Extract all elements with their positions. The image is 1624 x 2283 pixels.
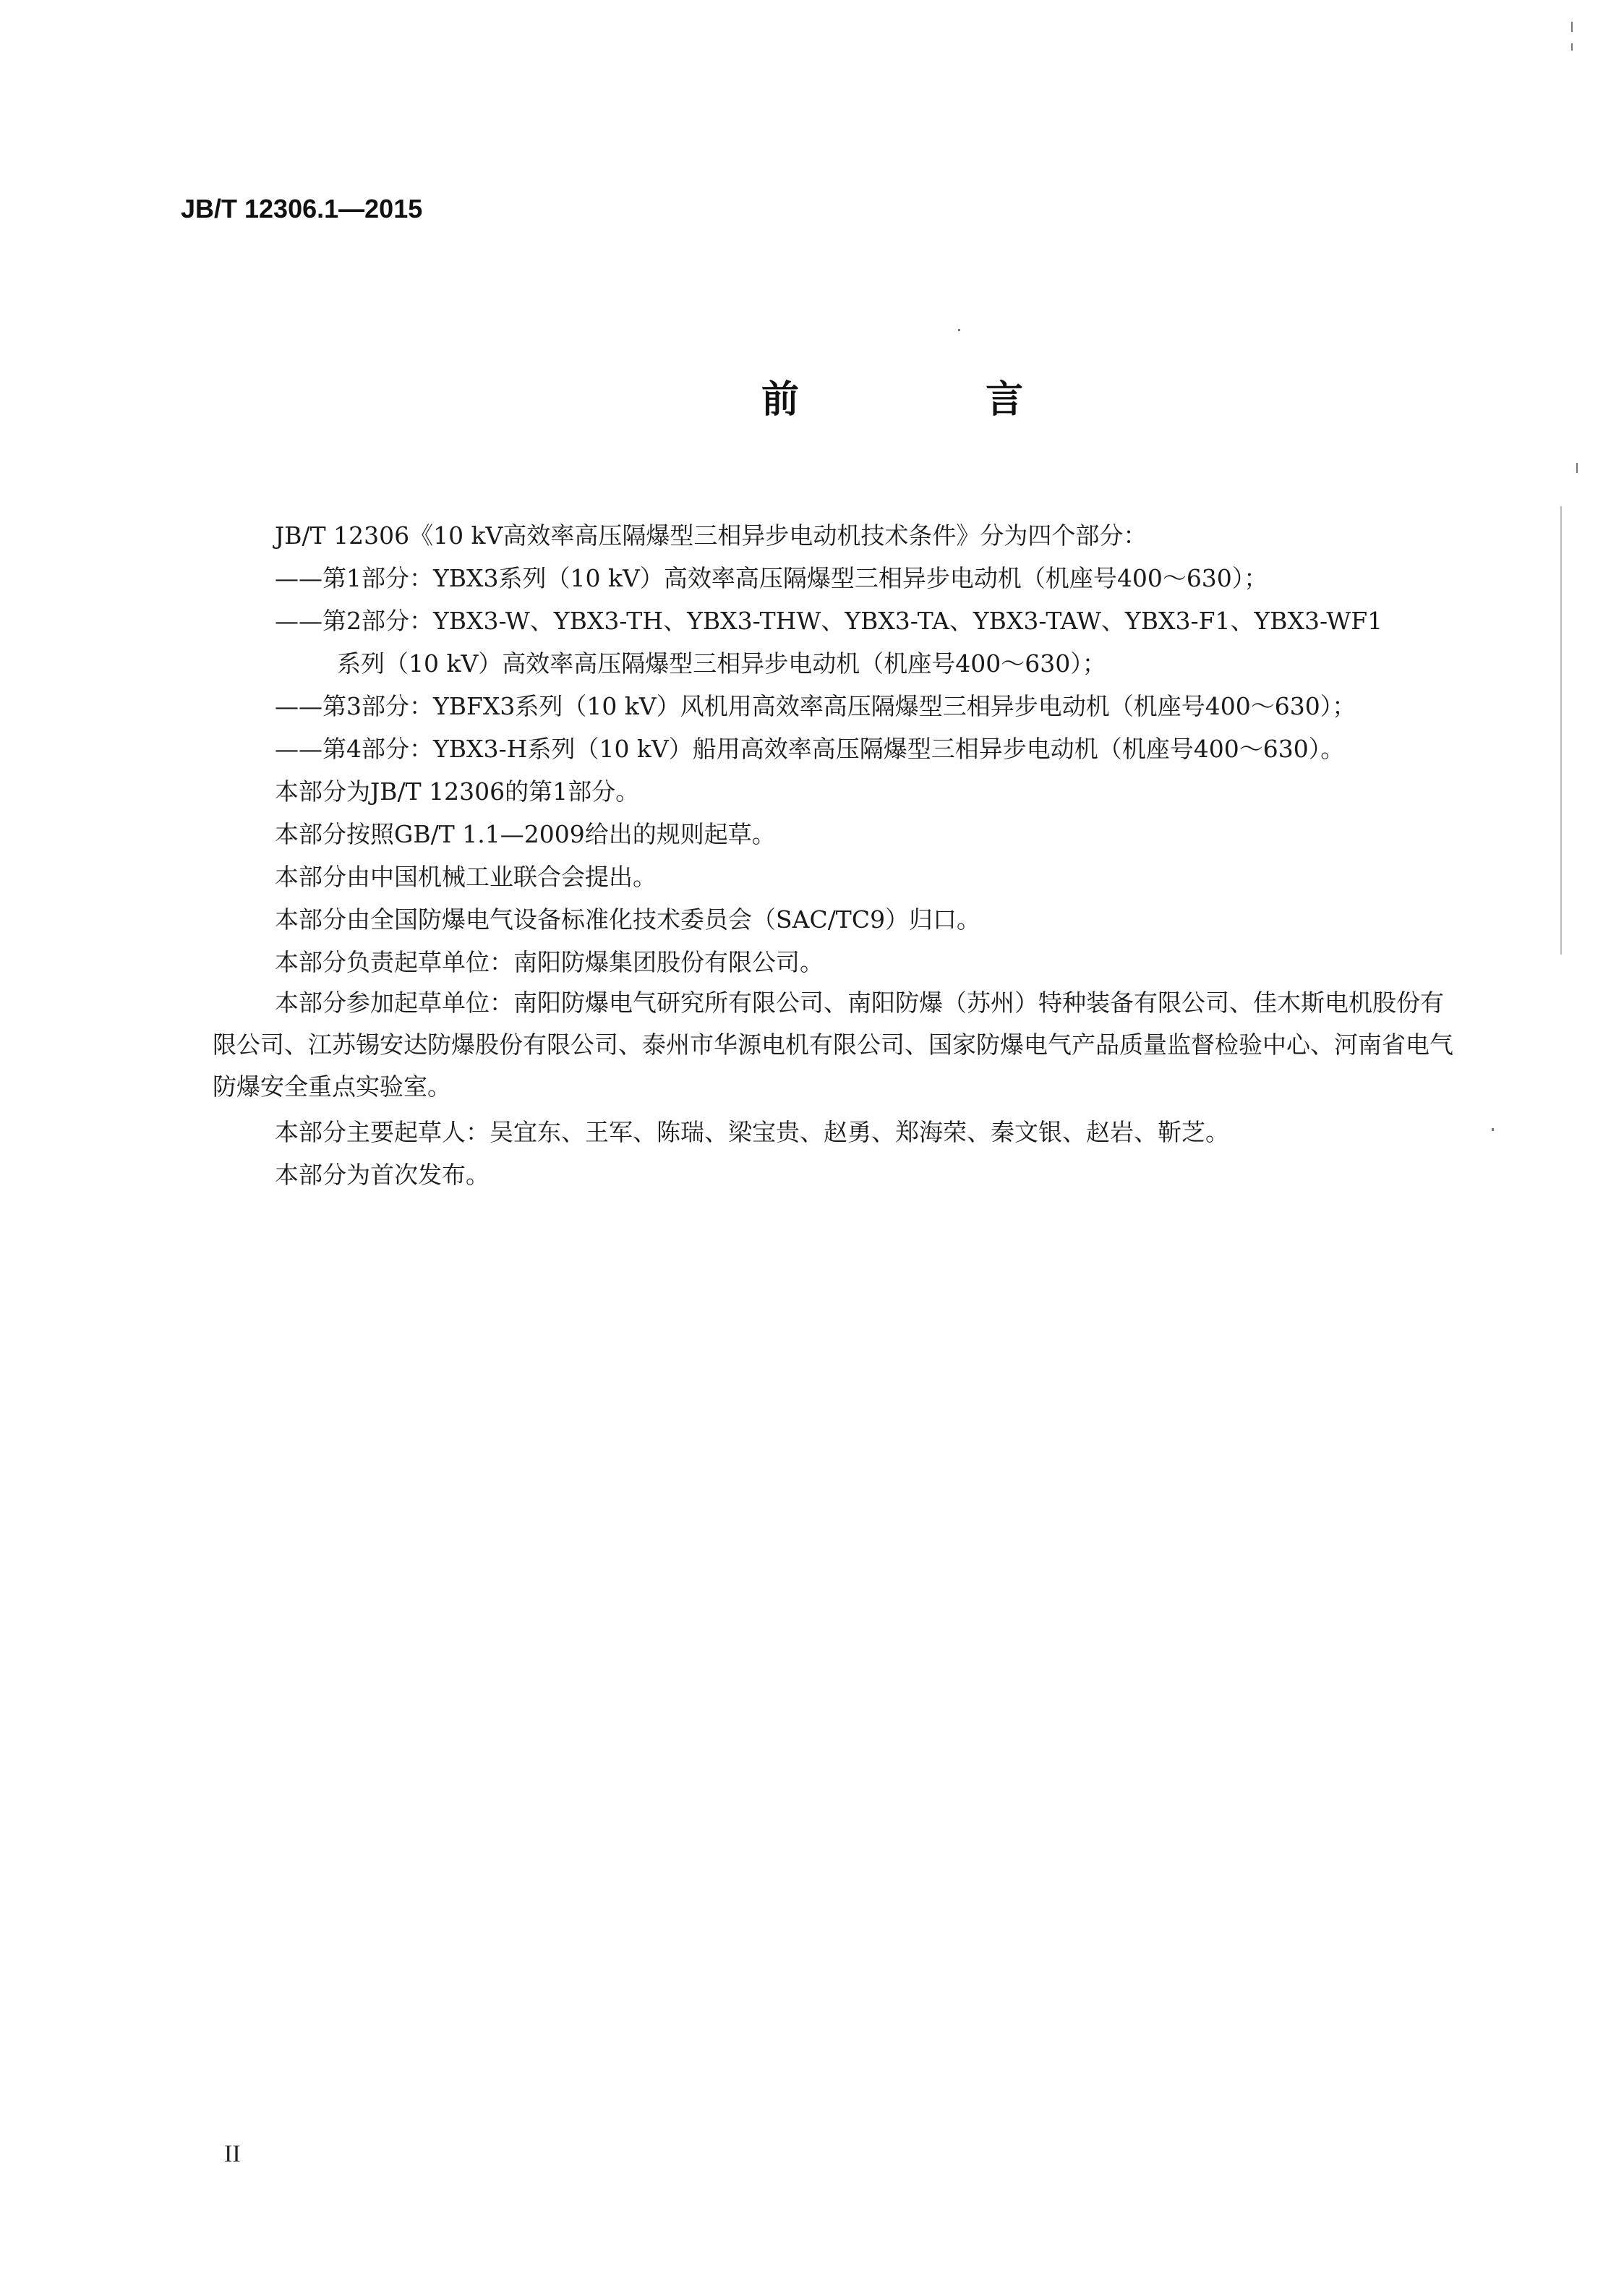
intro-line: JB/T 12306《10 kV高效率高压隔爆型三相异步电动机技术条件》分为四个部分： bbox=[275, 521, 1148, 550]
part-2: ——第2部分：YBX3-W、YBX3-TH、YBX3-THW、YBX3-TA、YBX3-TAW、YBX3-F1、YBX3-WF1 bbox=[275, 607, 1383, 635]
part-2-continued: 系列（10 kV）高效率高压隔爆型三相异步电动机（机座号400～630）； bbox=[337, 649, 1106, 678]
part-of-statement: 本部分为JB/T 12306的第1部分。 bbox=[275, 777, 640, 806]
centralized-by-statement: 本部分由全国防爆电气设备标准化技术委员会（SAC/TC9）归口。 bbox=[275, 905, 981, 934]
proposed-by-statement: 本部分由中国机械工业联合会提出。 bbox=[275, 863, 657, 891]
scan-edge-line bbox=[1560, 506, 1562, 955]
main-drafters-statement: 本部分主要起草人：吴宜东、王军、陈瑞、梁宝贵、赵勇、郑海荣、秦文银、赵岩、靳芝。 bbox=[275, 1118, 1229, 1146]
page-title: 前 言 bbox=[761, 378, 1111, 422]
standard-code: JB/T 12306.1—2015 bbox=[181, 194, 423, 223]
part-3: ——第3部分：YBFX3系列（10 kV）风机用高效率高压隔爆型三相异步电动机（机座号400～630）； bbox=[275, 692, 1356, 720]
scan-speck bbox=[1571, 43, 1573, 51]
drafting-rules-statement: 本部分按照GB/T 1.1—2009给出的规则起草。 bbox=[275, 820, 776, 848]
page-number: II bbox=[224, 2141, 241, 2167]
part-4: ——第4部分：YBX3-H系列（10 kV）船用高效率高压隔爆型三相异步电动机（机座号400～630）。 bbox=[275, 735, 1345, 763]
scan-speck bbox=[1571, 22, 1573, 32]
participating-drafters-statement: 本部分参加起草单位：南阳防爆电气研究所有限公司、南阳防爆（苏州）特种装备有限公司、佳木斯电机股份有限公司、江苏锡安达防爆股份有限公司、泰州市华源电机有限公司、国家防爆电气产品质量监督检验中心、河南省电气防爆安全重点实验室。 bbox=[213, 989, 1453, 1101]
lead-drafter-statement: 本部分负责起草单位：南阳防爆集团股份有限公司。 bbox=[275, 948, 824, 976]
first-release-statement: 本部分为首次发布。 bbox=[275, 1161, 490, 1189]
scan-speck bbox=[1492, 1128, 1494, 1131]
part-1: ——第1部分：YBX3系列（10 kV）高效率高压隔爆型三相异步电动机（机座号400～630）； bbox=[275, 564, 1268, 592]
scan-speck bbox=[1576, 463, 1578, 473]
scan-speck bbox=[958, 329, 960, 331]
